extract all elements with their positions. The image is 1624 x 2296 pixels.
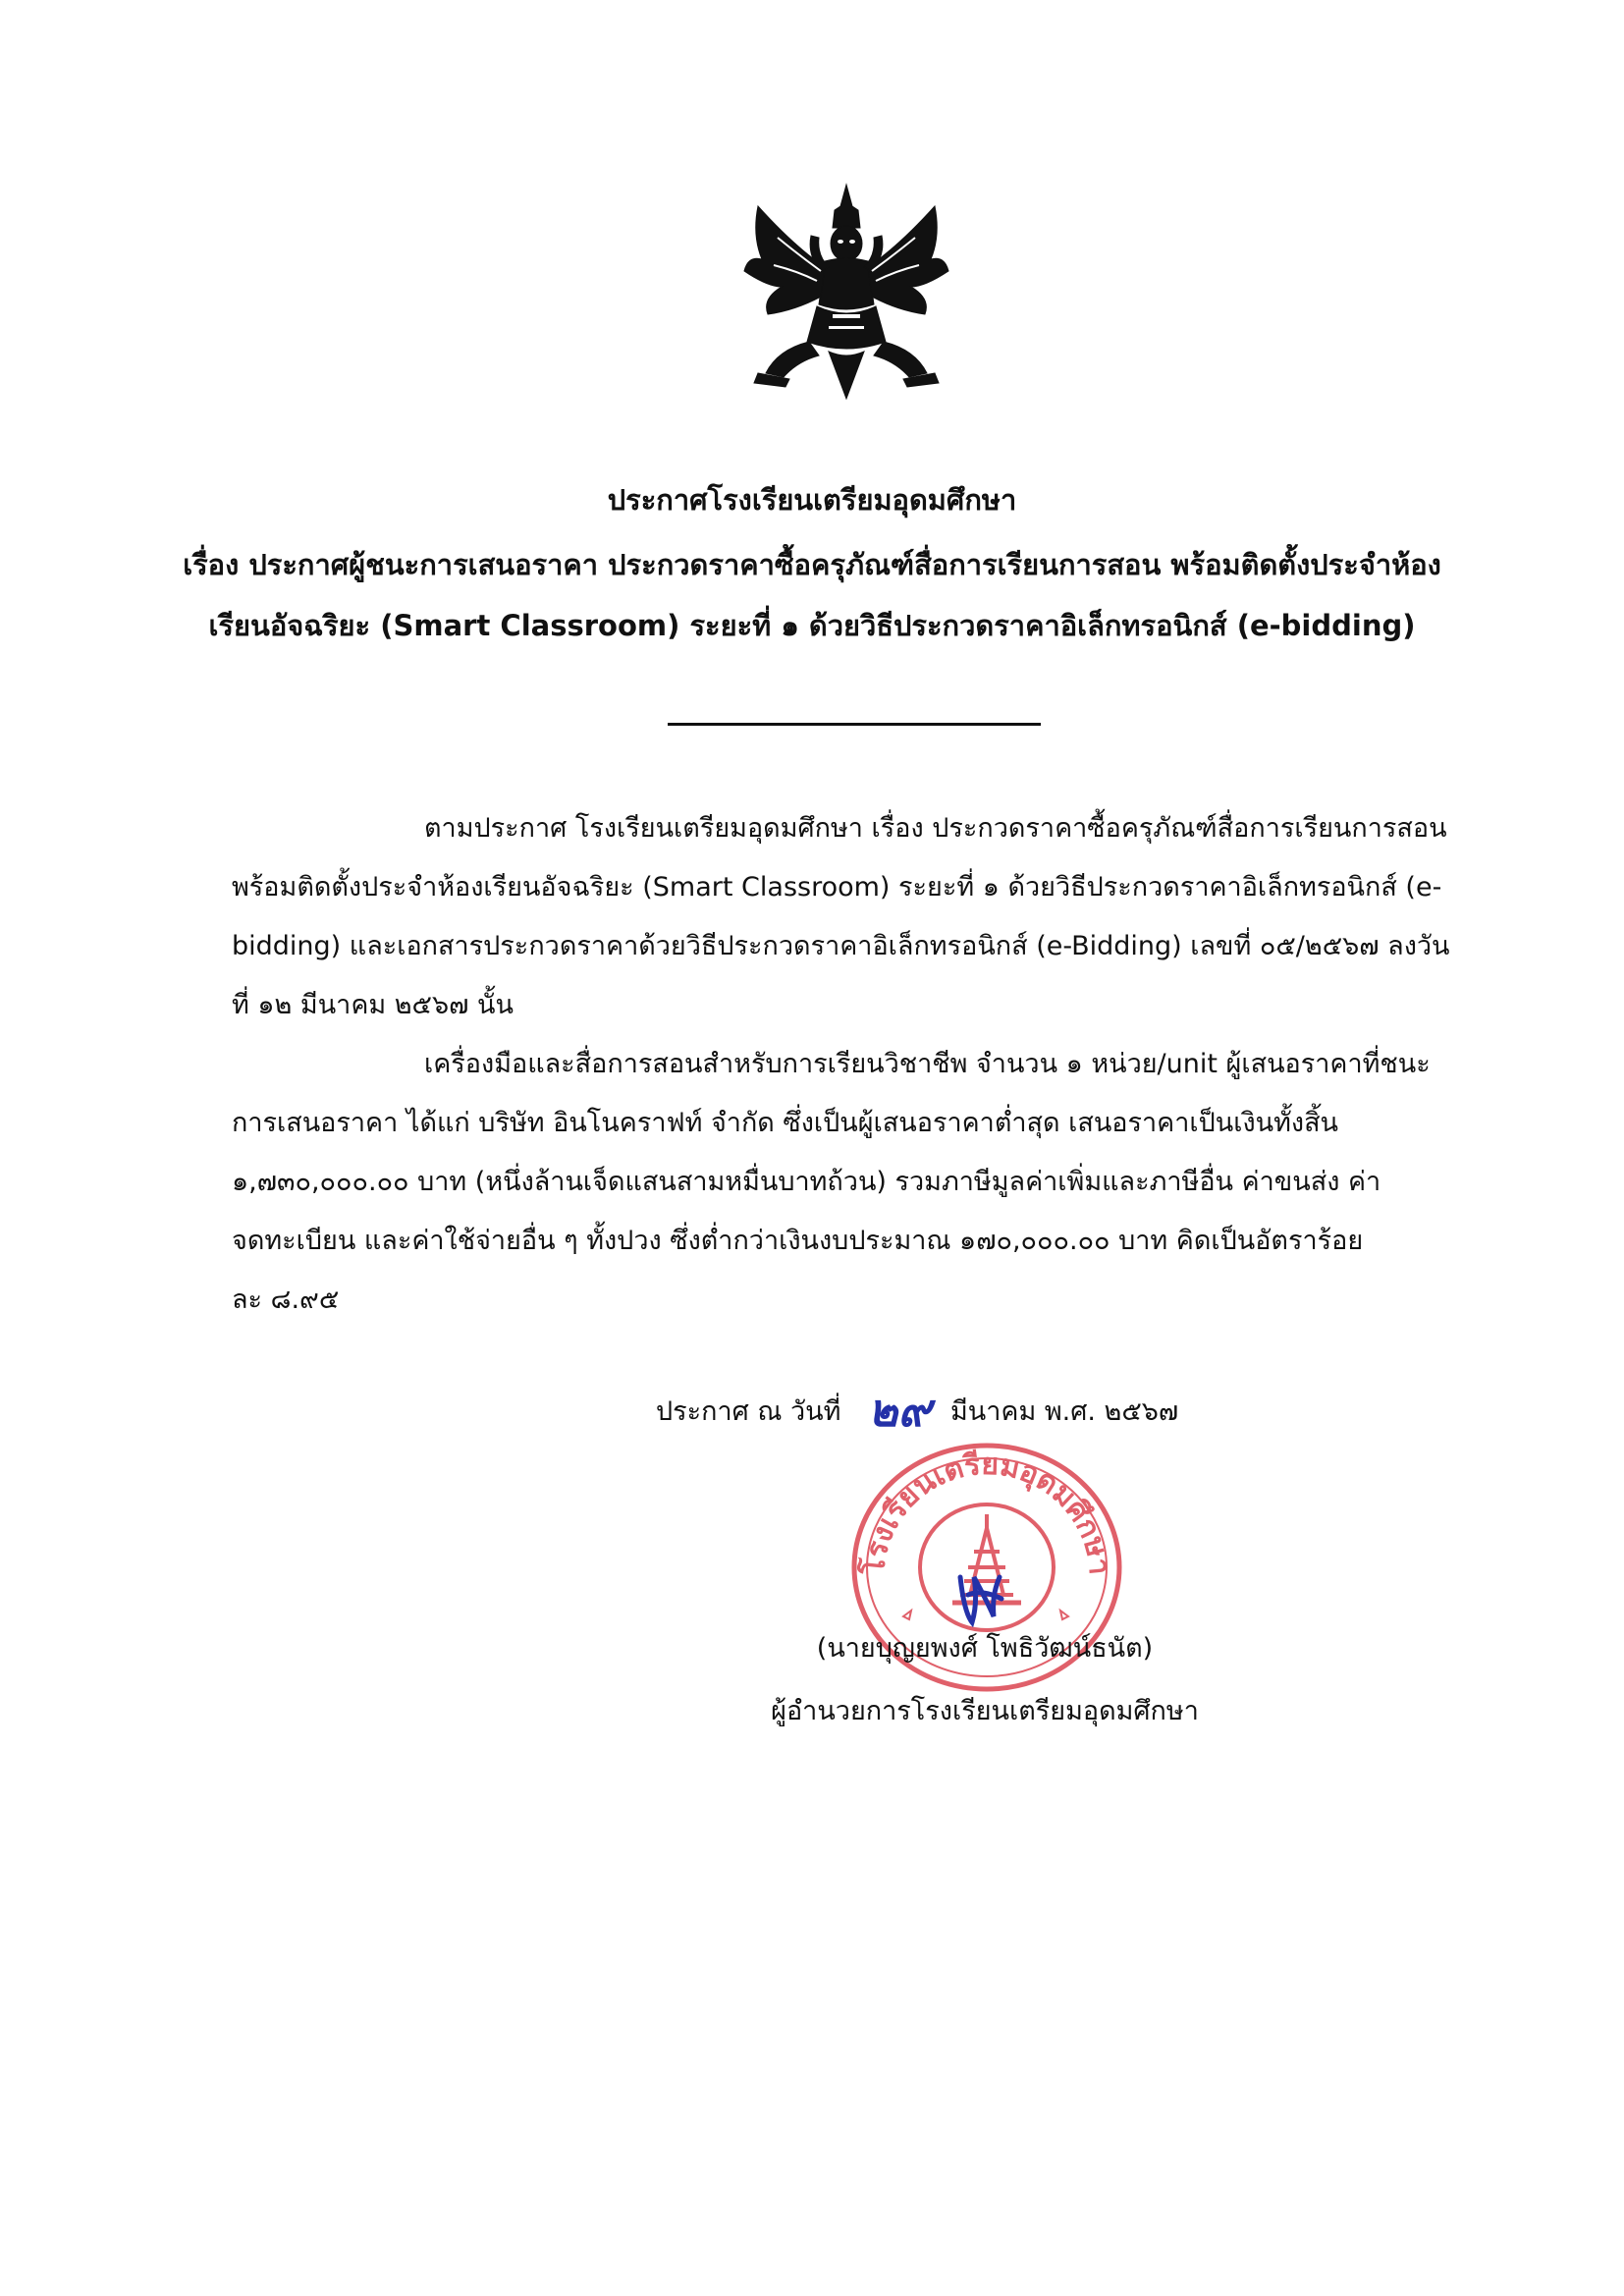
paragraph-2-line-5: ละ ๘.๙๕ (232, 1285, 340, 1315)
paragraph-1-line-4: ที่ ๑๒ มีนาคม ๒๕๖๗ นั้น (232, 990, 514, 1020)
announce-date-suffix: มีนาคม พ.ศ. ๒๕๖๗ (950, 1396, 1179, 1427)
paragraph-2-line-4: จดทะเบียน และค่าใช้จ่ายอื่น ๆ ทั้งปวง ซึ่งต่ำกว่าเงินงบประมาณ ๑๗๐,๐๐๐.๐๐ บาท คิดเป็นอัตราร้อย (232, 1226, 1364, 1256)
svg-text:โรงเรียนเตรียมอุดมศึกษา (855, 1448, 1116, 1577)
document-title: ประกาศโรงเรียนเตรียมอุดมศึกษา (607, 483, 1017, 517)
announce-date-prefix: ประกาศ ณ วันที่ (656, 1396, 841, 1427)
signer-name (0, 1626, 1624, 1668)
document-subject-line-2: เรียนอัจฉริยะ (Smart Classroom) ระยะที่ ๑ ด้วยวิธีประกวดราคาอิเล็กทรอนิกส์ (e-bidding) (208, 609, 1416, 642)
signer-position (0, 1689, 1624, 1731)
paragraph-1-line-1: ตามประกาศ โรงเรียนเตรียมอุดมศึกษา เรื่อง ประกวดราคาซื้อครุภัณฑ์สื่อการเรียนการสอน (424, 813, 1447, 844)
header-divider (668, 723, 1041, 726)
signer-position-text: ผู้อำนวยการโรงเรียนเตรียมอุดมศึกษา (771, 1696, 1199, 1726)
signer-name-text: (นายบุญยพงศ์ โพธิวัฒน์ธนัต) (816, 1633, 1154, 1664)
paragraph-1-line-2: พร้อมติดตั้งประจำห้องเรียนอัจฉริยะ (Smart Classroom) ระยะที่ ๑ ด้วยวิธีประกวดราคาอิเล็กทรอนิกส์ (e- (232, 872, 1442, 902)
paragraph-2-line-2: การเสนอราคา ได้แก่ บริษัท อินโนคราฟท์ จำกัด ซึ่งเป็นผู้เสนอราคาต่ำสุด เสนอราคาเป็นเงินทั้งสิ้น (232, 1108, 1339, 1138)
stamp-text: โรงเรียนเตรียมอุดมศึกษา (856, 1447, 1117, 1577)
document-subject-line-1: เรื่อง ประกาศผู้ชนะการเสนอราคา ประกวดราคาซื้อครุภัณฑ์สื่อการเรียนการสอน พร้อมติดตั้งประจำห้อง (183, 548, 1441, 581)
garuda-emblem-icon (738, 177, 954, 403)
paragraph-2-line-1: เครื่องมือและสื่อการสอนสำหรับการเรียนวิชาชีพ จำนวน ๑ หน่วย/unit ผู้เสนอราคาที่ชนะ (424, 1049, 1431, 1079)
paragraph-2-line-3: ๑,๗๓๐,๐๐๐.๐๐ บาท (หนึ่งล้านเจ็ดแสนสามหมื่นบาทถ้วน) รวมภาษีมูลค่าเพิ่มและภาษีอื่น ค่าขนส่ง ค่า (232, 1167, 1381, 1197)
paragraph-1-line-3: bidding) และเอกสารประกวดราคาด้วยวิธีประกวดราคาอิเล็กทรอนิกส์ (e-Bidding) เลขที่ ๐๕/๒๕๖๗ ลงวัน (232, 931, 1450, 961)
announce-date-day-handwritten: ๒๙ (868, 1384, 932, 1437)
